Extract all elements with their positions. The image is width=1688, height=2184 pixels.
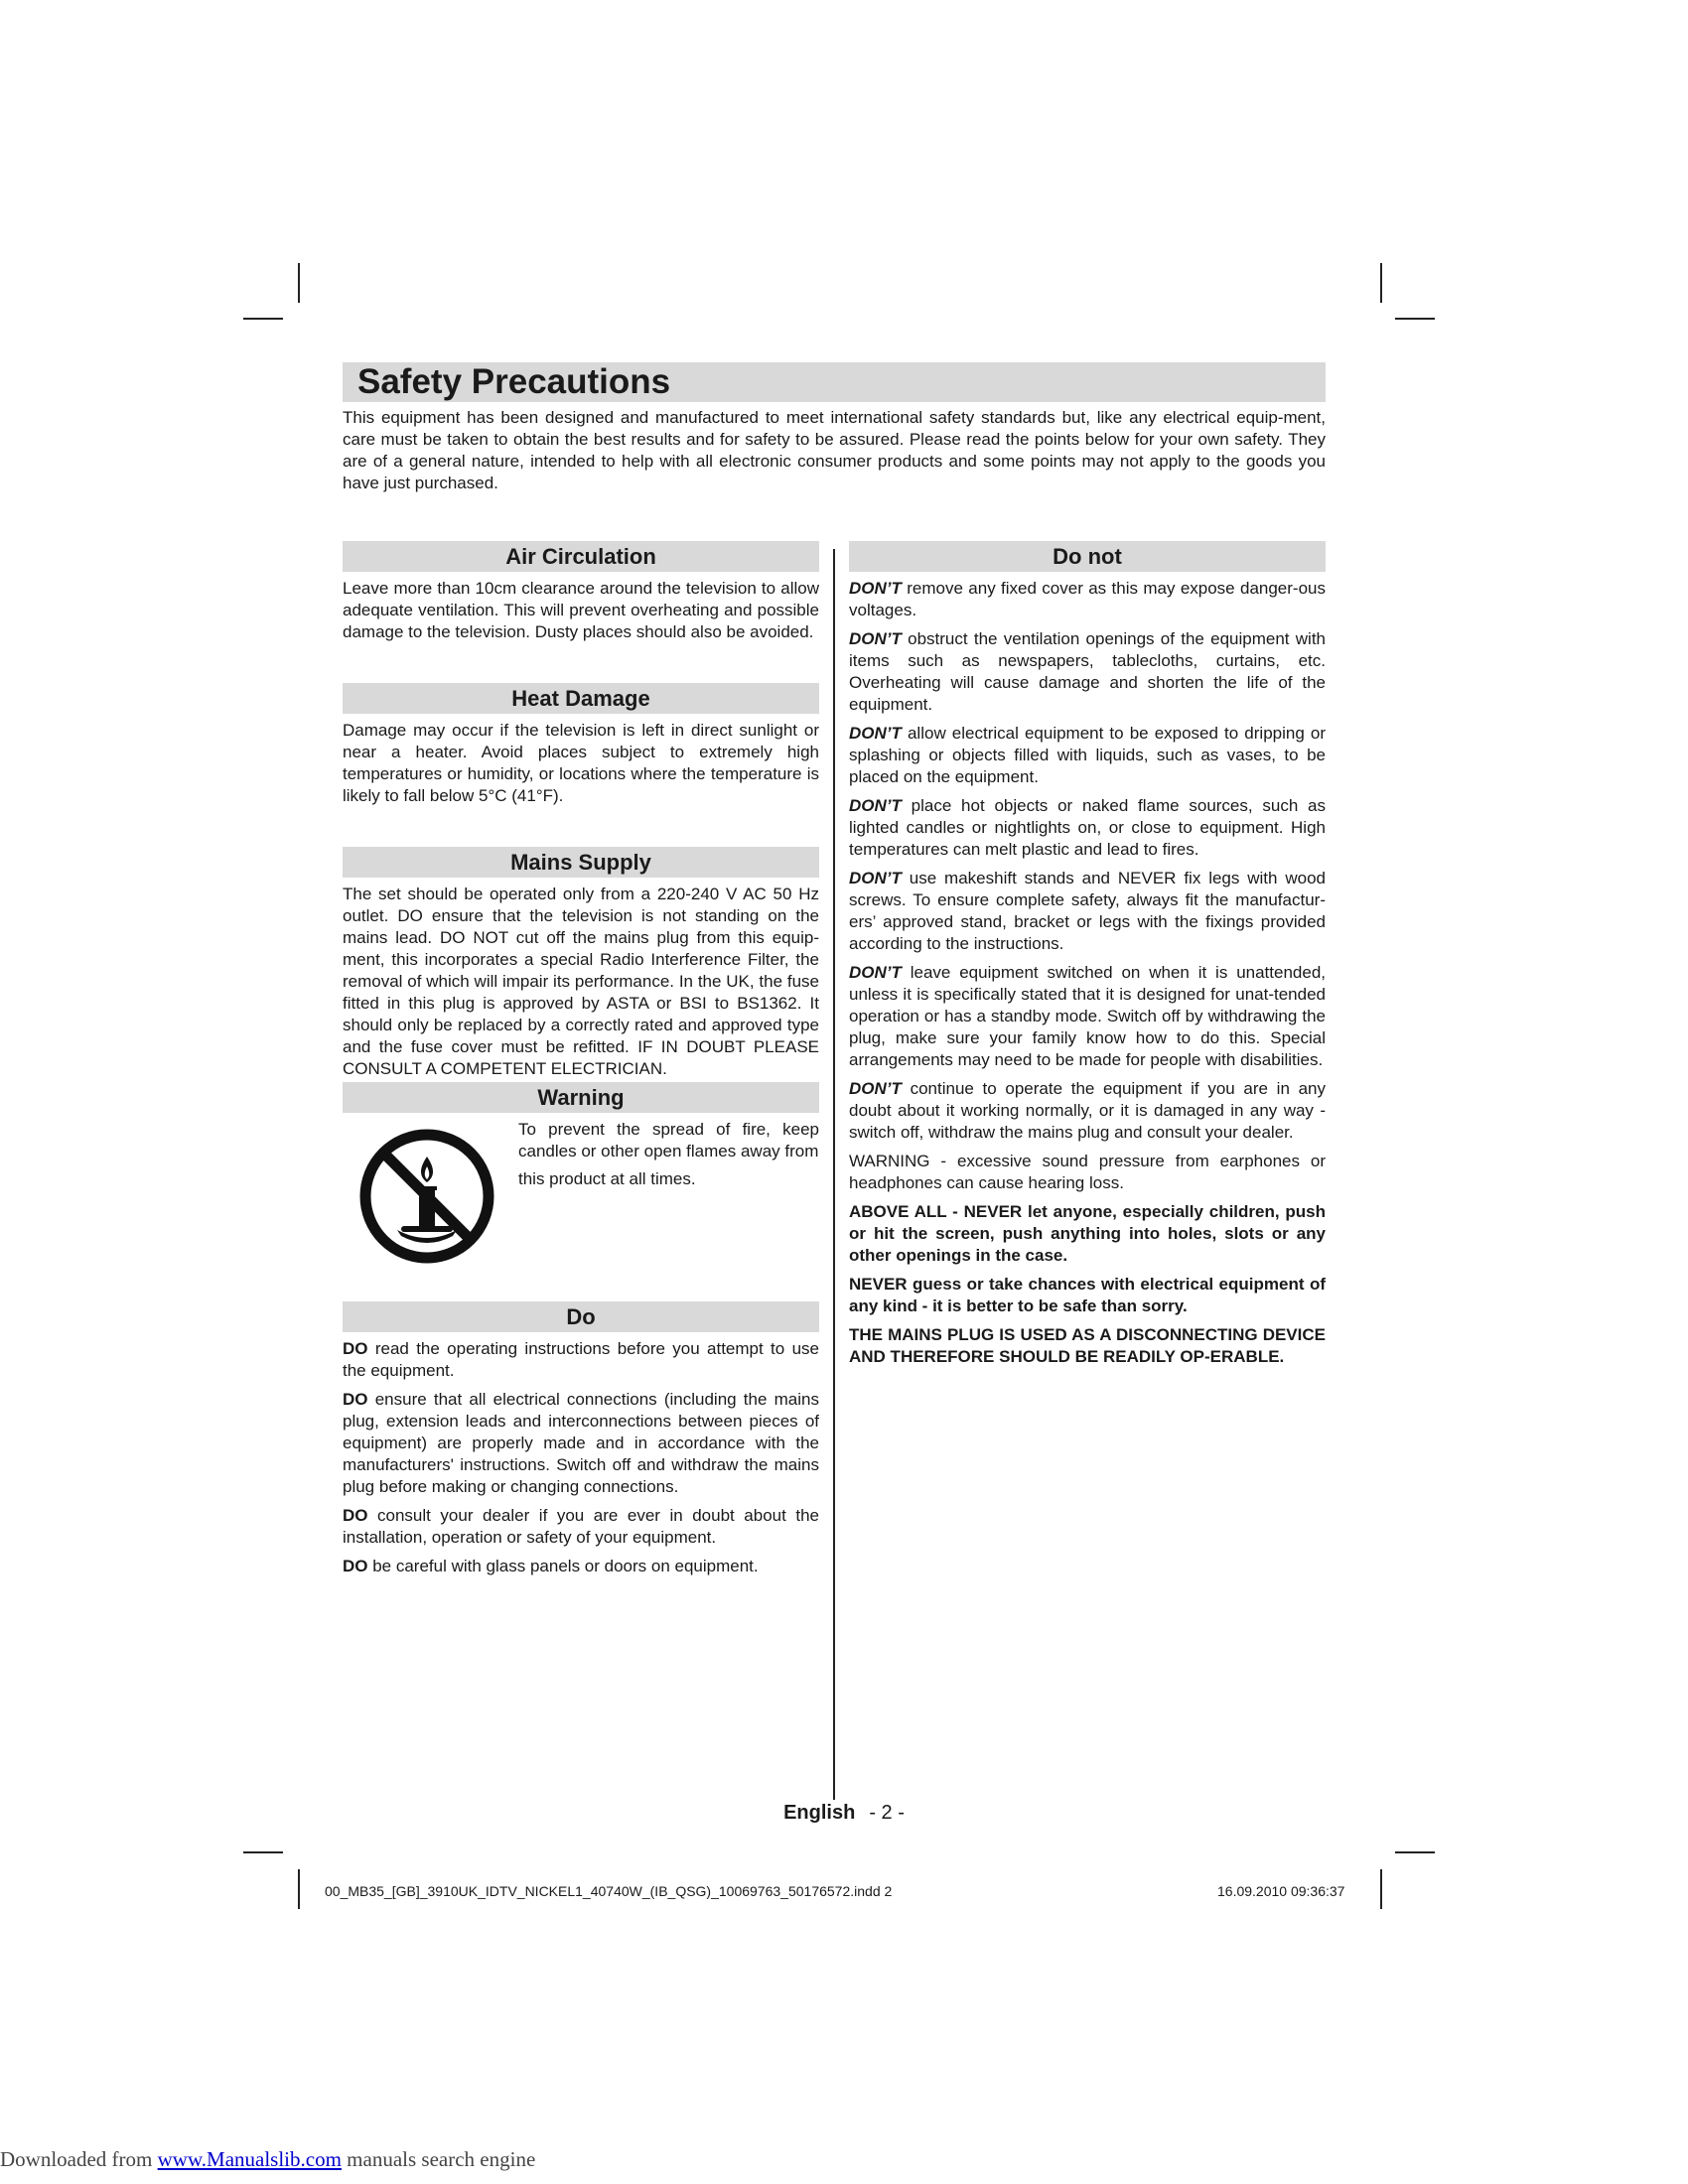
mains-plug-text: THE MAINS PLUG IS USED AS A DISCONNECTING DEVICE AND THEREFORE SHOULD BE READILY OP-ERABLE.	[849, 1325, 1326, 1366]
crop-mark	[1395, 1851, 1435, 1853]
crop-mark	[1380, 263, 1382, 303]
download-credit	[0, 2147, 535, 2172]
manualslib-link[interactable]: www.Manualslib.com	[157, 2147, 342, 2171]
warning-text-line-1: To prevent the spread of fire, keep candles or other open flames away from	[518, 1120, 819, 1160]
warning-block	[343, 1119, 819, 1266]
warning-text-line-2: this product at all times.	[518, 1169, 696, 1188]
section-heading-mains-supply: Mains Supply	[343, 847, 819, 878]
section-heading-warning: Warning	[343, 1082, 819, 1113]
column-divider	[833, 549, 835, 1800]
print-slug-file: 00_MB35_[GB]_3910UK_IDTV_NICKEL1_40740W_(IB_QSG)_10069763_50176572.indd 2	[325, 1883, 893, 1899]
section-heading-air-circulation: Air Circulation	[343, 541, 819, 572]
crop-mark	[1380, 1869, 1382, 1909]
footer-language: English	[783, 1802, 856, 1824]
dont-item: DON’T obstruct the ventilation openings of the equipment with items such as newspapers, tablecloths, curtains, etc. Overheating will cause damage and shorten the life of the equipment.	[849, 629, 1326, 714]
left-column	[343, 541, 819, 1584]
dont-item: DON’T leave equipment switched on when it is unattended, unless it is specifically stated that it is designed for unat-tended operation or has a standby mode. Switch off by withdrawing the plug, make sure your family know how to do this. Special arrangements may need to be made for people with disabilities.	[849, 963, 1326, 1069]
never-guess-text: NEVER guess or take chances with electrical equipment of any kind - it is better to be safe than sorry.	[849, 1275, 1326, 1315]
section-heading-do: Do	[343, 1301, 819, 1332]
section-heading-do-not: Do not	[849, 541, 1326, 572]
do-item: DO read the operating instructions before you attempt to use the equipment.	[343, 1339, 819, 1380]
page-title: Safety Precautions	[357, 362, 671, 401]
print-slug-datetime: 16.09.2010 09:36:37	[1217, 1883, 1345, 1899]
dont-item: DON’T continue to operate the equipment if you are in any doubt about it working normally, or it is damaged in any way - switch off, withdraw the mains plug and consult your dealer.	[849, 1079, 1326, 1142]
crop-mark	[1395, 318, 1435, 320]
dont-item: DON’T place hot objects or naked flame sources, such as lighted candles or nightlights on, or close to equipment. High temperatures can melt plastic and lead to fires.	[849, 796, 1326, 859]
sound-warning-text: WARNING - excessive sound pressure from earphones or headphones can cause hearing loss.	[849, 1152, 1326, 1192]
dont-item: DON’T use makeshift stands and NEVER fix legs with wood screws. To ensure complete safety, always fit the manufactur-ers’ approved stand, bracket or legs with the fixings provided according to the instructions.	[849, 869, 1326, 953]
dont-item: DON’T remove any fixed cover as this may expose danger-ous voltages.	[849, 579, 1326, 619]
right-column	[849, 541, 1326, 1375]
air-circulation-text: Leave more than 10cm clearance around the television to allow adequate ventilation. This will prevent overheating and possible damage to the television. Dusty places should also be avoided.	[343, 579, 819, 641]
mains-supply-text: The set should be operated only from a 220-240 V AC 50 Hz outlet. DO ensure that the television is not standing on the mains lead. DO NOT cut off the mains plug from this equip-ment, this incorporates a special Radio Interference Filter, the removal of which will impair its performance. In the UK, the fuse fitted in this plug is approved by ASTA or BSI to BS1362. It should only be replaced by a correctly rated and approved type and the fuse cover must be refitted. IF IN DOUBT PLEASE CONSULT A COMPETENT ELECTRICIAN.	[343, 885, 819, 1078]
crop-mark	[243, 318, 283, 320]
do-item: DO consult your dealer if you are ever in doubt about the installation, operation or safety of your equipment.	[343, 1506, 819, 1547]
do-item: DO ensure that all electrical connections (including the mains plug, extension leads and interconnections between pieces of equipment) are properly made and in accordance with the manufacturers' instructions. Switch off and withdraw the mains plug before making or changing connections.	[343, 1390, 819, 1496]
section-heading-heat-damage: Heat Damage	[343, 683, 819, 714]
dont-item: DON’T allow electrical equipment to be exposed to dripping or splashing or objects filled with liquids, such as vases, to be placed on the equipment.	[849, 724, 1326, 786]
above-all-text: ABOVE ALL - NEVER let anyone, especially children, push or hit the screen, push anything into holes, slots or any other openings in the case.	[849, 1202, 1326, 1265]
crop-mark	[298, 1869, 300, 1909]
do-item: DO be careful with glass panels or doors on equipment.	[343, 1557, 759, 1575]
page-footer	[0, 1802, 1688, 1825]
no-open-flame-icon	[357, 1127, 496, 1266]
intro-paragraph: This equipment has been designed and manufactured to meet international safety standards but, like any electrical equip-ment, care must be taken to obtain the best results and for safety to be assured. Please read the points below for your own safety. They are of a general nature, intended to help with all electronic consumer products and some points may not apply to the goods you have just purchased.	[343, 408, 1326, 492]
credit-suffix: manuals search engine	[341, 2147, 536, 2171]
credit-prefix: Downloaded from	[0, 2147, 158, 2171]
crop-mark	[243, 1851, 283, 1853]
page-number: - 2 -	[869, 1802, 905, 1824]
heat-damage-text: Damage may occur if the television is left in direct sunlight or near a heater. Avoid places subject to extremely high temperatures or humidity, or locations where the temperature is likely to fall below 5°C (41°F).	[343, 721, 819, 805]
crop-mark	[298, 263, 300, 303]
page-title-bar	[343, 362, 1326, 402]
